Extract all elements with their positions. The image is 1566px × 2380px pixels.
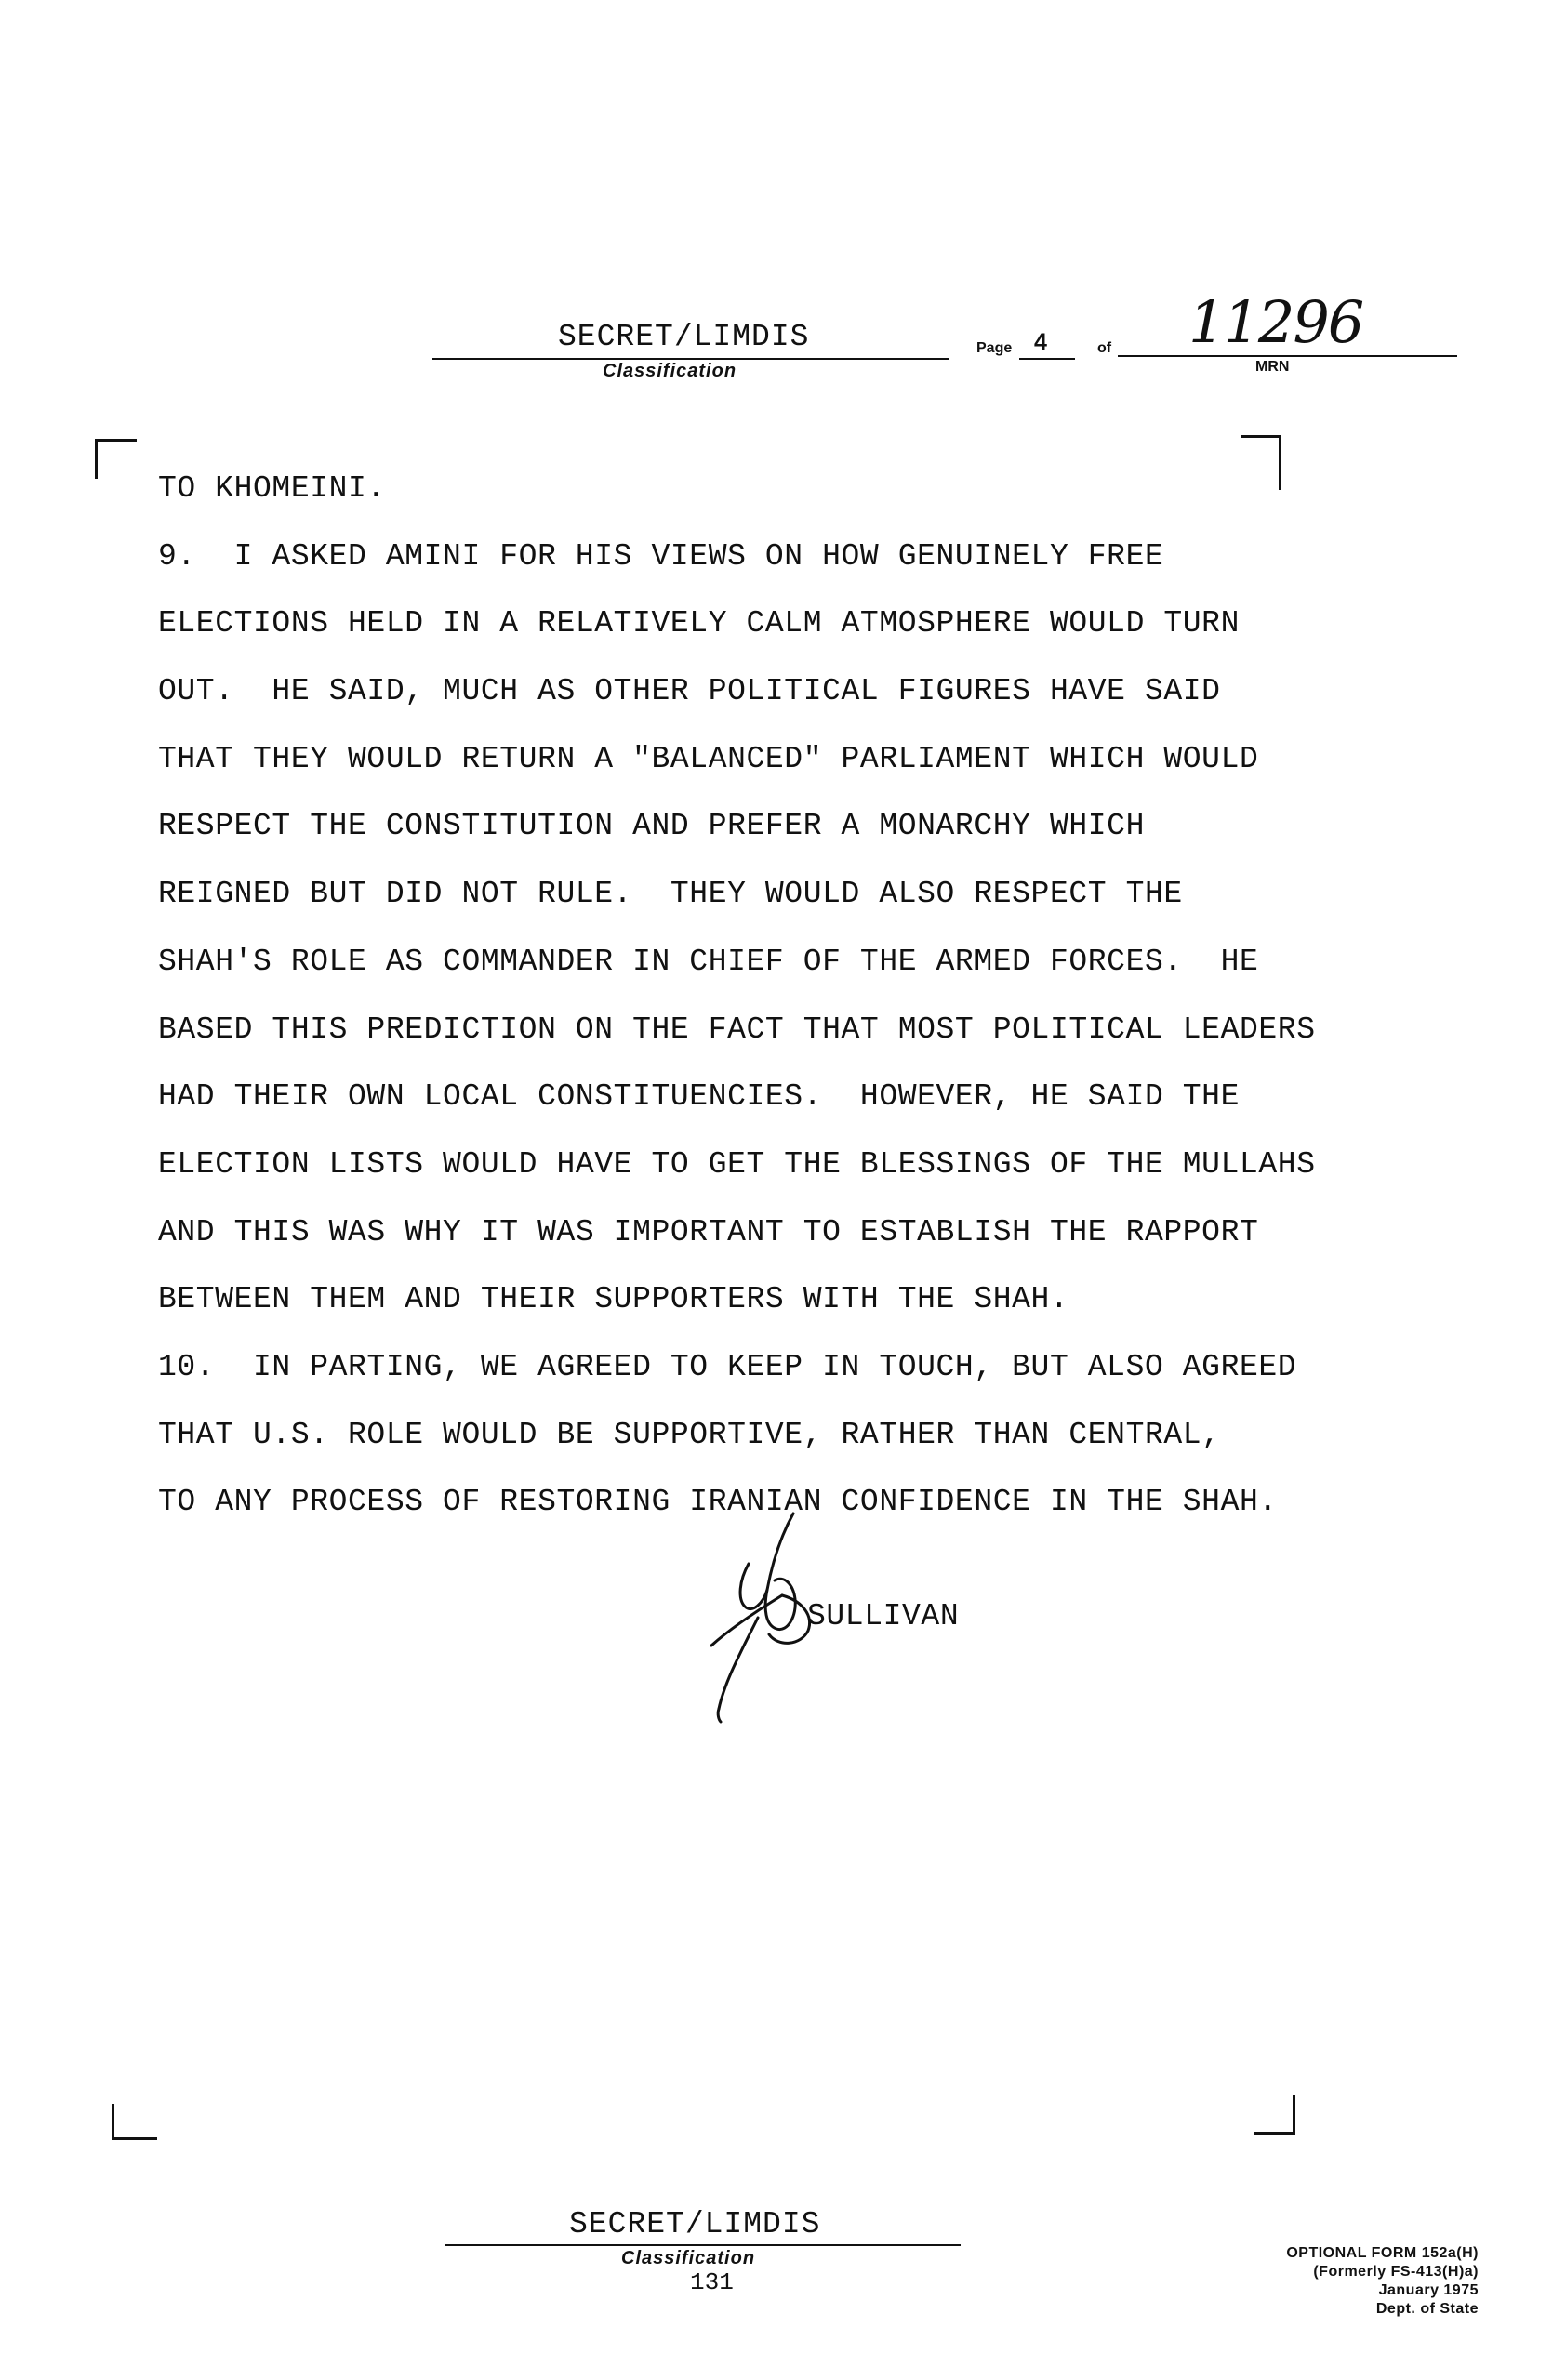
body-line: OUT. HE SAID, MUCH AS OTHER POLITICAL FIGURES HAVE SAID [158, 674, 1221, 709]
signature-name: SULLIVAN [807, 1599, 960, 1633]
form-designation-block [1181, 2244, 1479, 2319]
cable-body [158, 456, 1460, 1537]
body-line: RESPECT THE CONSTITUTION AND PREFER A MONARCHY WHICH [158, 809, 1145, 844]
body-line: THAT THEY WOULD RETURN A "BALANCED" PARLIAMENT WHICH WOULD [158, 741, 1259, 776]
body-line: THAT U.S. ROLE WOULD BE SUPPORTIVE, RATHER THAN CENTRAL, [158, 1417, 1221, 1452]
footer-classification-rule [445, 2244, 961, 2246]
body-line: BETWEEN THEM AND THEIR SUPPORTERS WITH THE SHAH. [158, 1282, 1069, 1317]
header-classification: SECRET/LIMDIS [558, 320, 810, 354]
footer-classification-caption: Classification [621, 2248, 756, 2268]
form-line: OPTIONAL FORM 152a(H) [1286, 2245, 1479, 2261]
form-line: (Formerly FS-413(H)a) [1313, 2264, 1479, 2280]
body-line: AND THIS WAS WHY IT WAS IMPORTANT TO ESTABLISH THE RAPPORT [158, 1214, 1259, 1250]
header-mrn-handwritten: 11296 [1188, 288, 1363, 356]
header-page-rule [1019, 358, 1075, 360]
body-line: ELECTION LISTS WOULD HAVE TO GET THE BLESSINGS OF THE MULLAHS [158, 1146, 1316, 1182]
body-line: 10. IN PARTING, WE AGREED TO KEEP IN TOUCH, BUT ALSO AGREED [158, 1349, 1297, 1384]
header-classification-rule [432, 358, 949, 360]
form-line: January 1975 [1378, 2282, 1479, 2298]
header-mrn-label: MRN [1255, 359, 1290, 375]
body-line: HAD THEIR OWN LOCAL CONSTITUENCIES. HOWEVER, HE SAID THE [158, 1079, 1240, 1115]
corner-mark-bottom-left [112, 2104, 157, 2140]
body-line: SHAH'S ROLE AS COMMANDER IN CHIEF OF THE ARMED FORCES. HE [158, 944, 1259, 979]
header-classification-caption: Classification [603, 361, 737, 381]
header-page-number: 4 [1034, 329, 1047, 355]
body-line: TO KHOMEINI. [158, 471, 386, 506]
corner-mark-top-left [95, 439, 137, 479]
body-line: REIGNED BUT DID NOT RULE. THEY WOULD ALSO RESPECT THE [158, 877, 1183, 912]
footer-classification: SECRET/LIMDIS [569, 2207, 821, 2241]
body-line: TO ANY PROCESS OF RESTORING IRANIAN CONFIDENCE IN THE SHAH. [158, 1485, 1278, 1520]
form-line: Dept. of State [1375, 2301, 1479, 2317]
body-line: ELECTIONS HELD IN A RELATIVELY CALM ATMOSPHERE WOULD TURN [158, 606, 1240, 641]
body-line: BASED THIS PREDICTION ON THE FACT THAT MOST POLITICAL LEADERS [158, 1012, 1316, 1047]
body-line: 9. I ASKED AMINI FOR HIS VIEWS ON HOW GENUINELY FREE [158, 538, 1164, 574]
header-page-label: Page [976, 340, 1013, 356]
header-of-label: of [1097, 340, 1112, 356]
corner-mark-bottom-right [1254, 2095, 1295, 2135]
footer-page-number: 131 [690, 2268, 734, 2296]
